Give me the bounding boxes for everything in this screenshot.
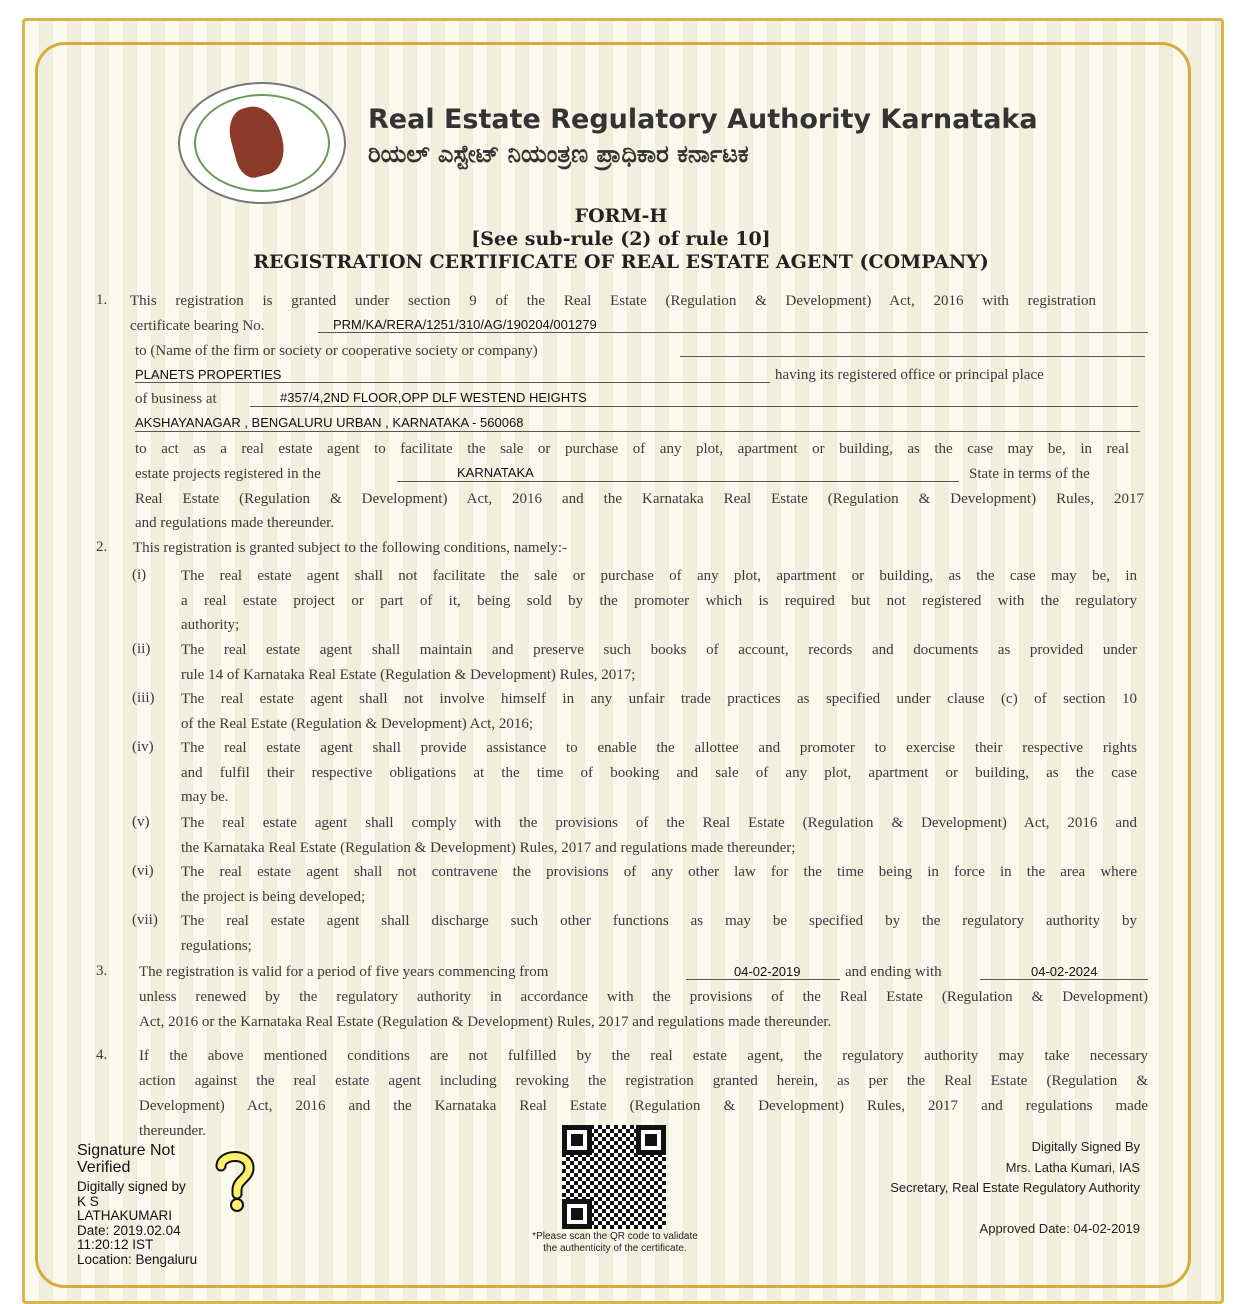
para-line: Real Estate (Regulation & Development) Act, 2016 and the Karnataka Real Estate (Regulation & Development) Rules, 2017 [135, 491, 1144, 507]
signed-by-block [890, 1137, 1140, 1239]
signature-status: Signature Not Verified [77, 1142, 175, 1176]
field-underline [980, 979, 1148, 980]
para-line: Development) Act, 2016 and the Karnataka Real Estate (Regulation & Development) Rules, 2017 and regulations made [139, 1098, 1148, 1114]
condition-number: (i) [132, 567, 147, 583]
address-line-2: AKSHAYANAGAR , BENGALURU URBAN , KARNATAKA - 560068 [135, 415, 524, 430]
condition-line: The real estate agent shall provide assistance to enable the allottee and promoter to exercise their respective rights [181, 740, 1137, 756]
authority-title-kn: ರಿಯಲ್ ಎಸ್ಟೇಟ್ ನಿಯಂತ್ರಣ ಪ್ರಾಧಿಕಾರ ಕರ್ನಾಟಕ [368, 140, 749, 168]
condition-line: of the Real Estate (Regulation & Development) Act, 2016; [181, 715, 533, 732]
form-heading: REGISTRATION CERTIFICATE OF REAL ESTATE AGENT (COMPANY) [253, 251, 989, 273]
authority-title-en: Real Estate Regulatory Authority Karnataka [368, 104, 1038, 135]
valid-from-date: 04-02-2019 [734, 964, 801, 979]
qr-note-line: the authenticity of the certificate. [543, 1242, 687, 1254]
signatory-name: Mrs. Latha Kumari, IAS [1005, 1159, 1140, 1175]
para-number: 1. [96, 292, 108, 308]
condition-line: authority; [181, 617, 240, 634]
para-line: estate projects registered in the [135, 466, 321, 482]
condition-line: and fulfil their respective obligations at the time of booking and sale of any plot, apartment or building, as the case [181, 764, 1137, 781]
para-line: unless renewed by the regulatory authority in accordance with the provisions of the Real Estate (Regulation & Development) [139, 989, 1148, 1005]
para-line: to act as a real estate agent to facilitate the sale or purchase of any plot, apartment or building, as the case may be, in real [135, 441, 1129, 457]
condition-number: (iii) [132, 690, 155, 706]
para-line: and regulations made thereunder. [135, 515, 335, 531]
signature-unverified-icon [215, 1150, 255, 1212]
condition-number: (iv) [132, 739, 154, 755]
condition-line: a real estate project or part of it, being sold by the promoter which is required but not registered with the regulatory [181, 592, 1137, 609]
condition-line: The real estate agent shall not contravene the provisions of any other law for the time being in force in the area where [181, 864, 1137, 880]
para-line: This registration is granted under section 9 of the Real Estate (Regulation & Development) Act, 2016 with registration [130, 293, 1096, 309]
para-number: 4. [96, 1047, 108, 1063]
signature-details [77, 1180, 197, 1268]
signature-line: Location: Bengaluru [77, 1251, 198, 1267]
field-underline [686, 979, 840, 980]
qr-code[interactable] [562, 1125, 666, 1229]
form-subrule: [See sub-rule (2) of rule 10] [471, 228, 771, 250]
para-number: 2. [96, 539, 108, 555]
para-number: 3. [96, 963, 108, 979]
para-line: and ending with [845, 964, 942, 980]
para-line: thereunder. [139, 1123, 207, 1139]
field-underline [397, 481, 959, 482]
condition-line: The real estate agent shall comply with the provisions of the Real Estate (Regulation & Development) Act, 2016 and [181, 815, 1137, 831]
condition-line: The real estate agent shall not involve himself in any unfair trade practices as specified under clause (c) of section 10 [181, 691, 1137, 707]
signature-line: LATHAKUMARI [77, 1208, 173, 1224]
para-line: action against the real estate agent including revoking the registration granted herein, as per the Real Estate (Regulation & [139, 1073, 1148, 1089]
qr-note [500, 1231, 730, 1254]
condition-number: (vi) [132, 863, 154, 879]
field-underline [680, 356, 1145, 357]
approved-date: Approved Date: 04-02-2019 [979, 1220, 1140, 1236]
condition-number: (v) [132, 814, 150, 830]
signature-line: 11:20:12 IST [77, 1237, 154, 1253]
para-line: certificate bearing No. [130, 318, 265, 334]
condition-line: regulations; [181, 937, 252, 954]
para-line: If the above mentioned conditions are not fulfilled by the real estate agent, the regulatory authority may take necessary [139, 1048, 1148, 1064]
signature-line: K S [77, 1193, 99, 1209]
condition-line: rule 14 of Karnataka Real Estate (Regulation & Development) Rules, 2017; [181, 666, 636, 683]
para-line: Act, 2016 or the Karnataka Real Estate (Regulation & Development) Rules, 2017 and regulations made thereunder. [139, 1014, 832, 1030]
para-line: This registration is granted subject to the following conditions, namely:- [133, 540, 568, 556]
condition-line: may be. [181, 789, 229, 806]
field-underline [135, 382, 770, 383]
field-underline [250, 406, 1138, 407]
qr-note-line: *Please scan the QR code to validate [532, 1231, 698, 1242]
field-underline [318, 332, 1148, 333]
field-underline [135, 431, 1140, 432]
firm-name: PLANETS PROPERTIES [135, 367, 282, 382]
condition-line: the project is being developed; [181, 888, 366, 905]
valid-to-date: 04-02-2024 [1031, 964, 1098, 979]
signed-by-label: Digitally Signed By [1031, 1139, 1140, 1154]
condition-number: (ii) [132, 641, 151, 657]
para-line: The registration is valid for a period of five years commencing from [139, 964, 549, 980]
signatory-title: Secretary, Real Estate Regulatory Authority [890, 1180, 1140, 1195]
state: KARNATAKA [457, 465, 534, 480]
signature-line: Digitally signed by [77, 1179, 186, 1194]
form-name: FORM-H [574, 205, 668, 227]
para-line: to (Name of the firm or society or cooperative society or company) [135, 343, 538, 359]
condition-line: The real estate agent shall not facilitate the sale or purchase of any plot, apartment or building, as the case may be, in [181, 568, 1137, 584]
para-line: State in terms of the [969, 466, 1090, 482]
condition-line: The real estate agent shall maintain and preserve such books of account, records and documents as provided under [181, 642, 1137, 658]
condition-line: The real estate agent shall discharge such other functions as may be specified by the regulatory authority by [181, 913, 1137, 929]
signature-line: Date: 2019.02.04 [77, 1222, 181, 1238]
condition-number: (vii) [132, 912, 158, 928]
certificate-number: PRM/KA/RERA/1251/310/AG/190204/001279 [333, 317, 597, 332]
condition-line: the Karnataka Real Estate (Regulation & Development) Rules, 2017 and regulations made thereunder; [181, 839, 796, 856]
address-line-1: #357/4,2ND FLOOR,OPP DLF WESTEND HEIGHTS [280, 390, 587, 405]
para-line: of business at [135, 391, 217, 407]
rera-seal [178, 82, 346, 204]
para-line: having its registered office or principal place [775, 367, 1044, 383]
